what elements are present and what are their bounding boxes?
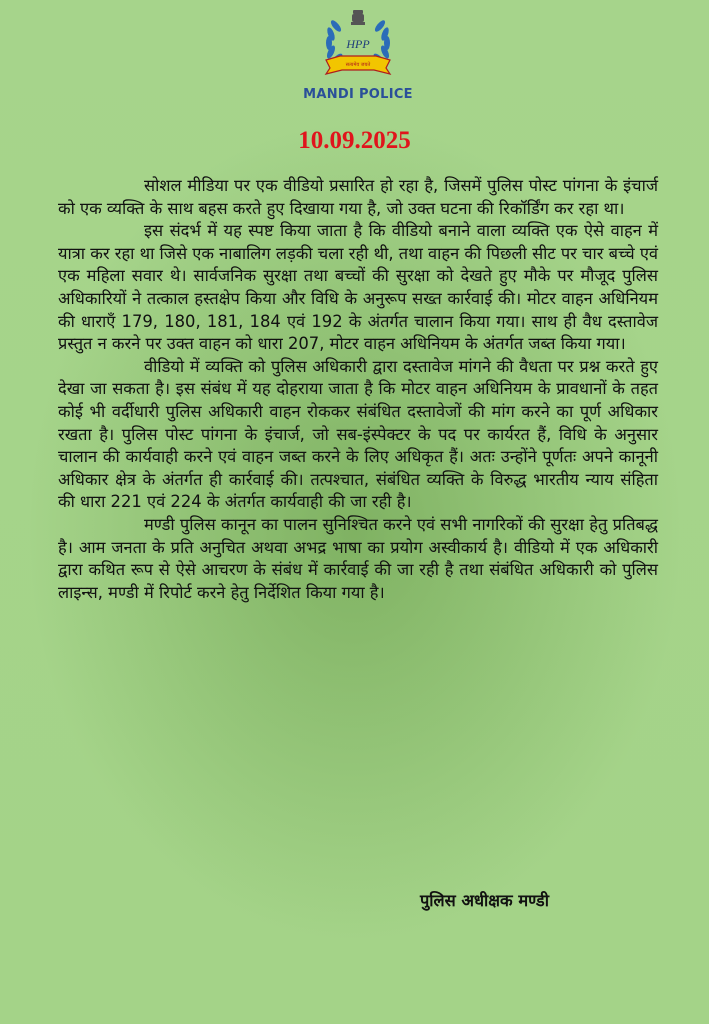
paragraph-4: मण्डी पुलिस कानून का पालन सुनिश्चित करने एवं सभी नागरिकों की सुरक्षा हेतु प्रतिबद्ध है। आम जनता के प्रति अनुचित अथवा अभद्र भाषा का प्रयोग अस्वीकार्य है। वीडियो में एक अधिकारी द्वारा कथित रूप से ऐसे आचरण के संबंध में कार्रवाई की जा रही है तथा संबंधित अधिकारी को पुलिस लाइन्स, मण्डी में रिपोर्ट करने हेतु निर्देशित किया गया है। <box>58 514 658 602</box>
signature: पुलिस अधीक्षक मण्डी <box>420 891 549 910</box>
ribbon-text: सत्यमेव जयते <box>345 62 371 68</box>
release-date: 10.09.2025 <box>298 127 411 154</box>
paragraph-1: सोशल मीडिया पर एक वीडियो प्रसारित हो रहा है, जिसमें पुलिस पोस्ट पांगना के इंचार्ज को एक व्यक्ति के साथ बहस करते हुए दिखाया गया है, जो उक्त घटना की रिकॉर्डिंग कर रहा था। <box>58 176 658 218</box>
release-body <box>58 175 658 604</box>
police-emblem-icon <box>316 6 400 82</box>
paragraph-2: इस संदर्भ में यह स्पष्ट किया जाता है कि वीडियो बनाने वाला व्यक्ति एक ऐसे वाहन में यात्रा कर रहा था जिसे एक नाबालिग लड़की चला रही थी, तथा वाहन की पिछली सीट पर चार बच्चे एवं एक महिला सवार थे। सार्वजनिक सुरक्षा तथा बच्चों की सुरक्षा को देखते हुए मौके पर मौजूद पुलिस अधिकारियों ने तत्काल हस्तक्षेप किया और विधि के अनुरूप सख्त कार्रवाई की। मोटर वाहन अधिनियम की धाराएँ 179, 180, 181, 184 एवं 192 के अंतर्गत चालान किया गया। साथ ही वैध दस्तावेज प्रस्तुत न करने पर उक्त वाहन को धारा 207, मोटर वाहन अधिनियम के अंतर्गत जब्त किया गया। <box>58 221 658 354</box>
paragraph-3: वीडियो में व्यक्ति को पुलिस अधिकारी द्वारा दस्तावेज मांगने की वैधता पर प्रश्न करते हुए देखा जा सकता है। इस संबंध में यह दोहराया जाता है कि मोटर वाहन अधिनियम के प्रावधानों के तहत कोई भी वर्दीधारी पुलिस अधिकारी वाहन रोककर संबंधित दस्तावेजों की मांग करने का पूर्ण अधिकार रखता है। पुलिस पोस्ट पांगना के इंचार्ज, जो सब-इंस्पेक्टर के पद पर कार्यरत हैं, विधि के अनुसार चालान की कार्यवाही करने एवं वाहन जब्त करने के लिए अधिकृत हैं। अतः उन्होंने पूर्णतः अपने कानूनी अधिकार क्षेत्र के अंतर्गत ही कार्रवाई की। तत्पश्चात, संबंधित व्यक्ति के विरुद्ध भारतीय न्याय संहिता की धारा 221 एवं 224 के अंतर्गत कार्यवाही की जा रही है। <box>58 356 658 512</box>
org-name: MANDI POLICE <box>303 87 413 102</box>
svg-text:HPP: HPP <box>346 37 370 51</box>
